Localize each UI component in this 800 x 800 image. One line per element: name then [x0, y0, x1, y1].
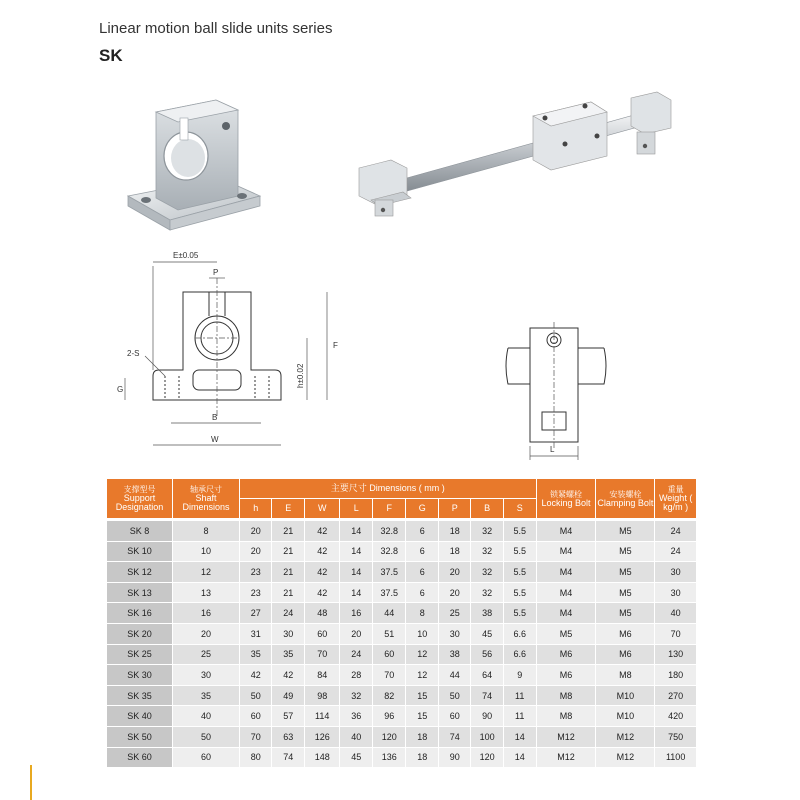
cell-l: 14 — [340, 541, 372, 562]
header-support-designation — [107, 479, 173, 519]
cell-clamping-bolt: M12 — [596, 747, 655, 768]
cell-s: 9 — [503, 665, 536, 686]
cell-shaft: 50 — [172, 726, 239, 747]
cell-e: 63 — [272, 726, 304, 747]
cell-h: 80 — [239, 747, 271, 768]
cell-clamping-bolt: M5 — [596, 541, 655, 562]
col-b: B — [471, 499, 503, 519]
cell-shaft: 35 — [172, 685, 239, 706]
cell-p: 25 — [438, 603, 470, 624]
cell-p: 20 — [438, 562, 470, 583]
dim-h-label: h±0.02 — [296, 363, 305, 388]
cell-p: 60 — [438, 706, 470, 727]
cell-weight: 180 — [655, 665, 697, 686]
dim-e-label: E±0.05 — [173, 251, 199, 260]
cell-designation: SK 40 — [107, 706, 173, 727]
cell-designation: SK 13 — [107, 582, 173, 603]
table-row — [107, 665, 697, 686]
cell-e: 21 — [272, 562, 304, 583]
cell-w: 126 — [304, 726, 340, 747]
cell-w: 42 — [304, 562, 340, 583]
cell-e: 21 — [272, 521, 304, 542]
cell-h: 35 — [239, 644, 271, 665]
cell-designation: SK 12 — [107, 562, 173, 583]
dimension-table — [106, 478, 697, 768]
linear-rail-assembly-photo — [345, 88, 675, 228]
cell-shaft: 16 — [172, 603, 239, 624]
cell-locking-bolt: M6 — [536, 644, 596, 665]
cell-w: 84 — [304, 665, 340, 686]
cell-f: 37.5 — [372, 582, 406, 603]
cell-s: 14 — [503, 726, 536, 747]
header-support-zh: 支撑型号 — [123, 485, 156, 494]
cell-e: 42 — [272, 665, 304, 686]
accent-bar — [30, 765, 32, 800]
cell-weight: 750 — [655, 726, 697, 747]
cell-l: 20 — [340, 623, 372, 644]
table-row — [107, 706, 697, 727]
cell-b: 74 — [471, 685, 503, 706]
cell-f: 70 — [372, 665, 406, 686]
cell-b: 56 — [471, 644, 503, 665]
col-l: L — [340, 499, 372, 519]
cell-weight: 270 — [655, 685, 697, 706]
cell-g: 6 — [406, 541, 438, 562]
cell-shaft: 40 — [172, 706, 239, 727]
header-shaft-en: Shaft Dimensions — [182, 493, 230, 512]
header-locking-en: Locking Bolt — [541, 497, 591, 508]
cell-h: 70 — [239, 726, 271, 747]
cell-locking-bolt: M12 — [536, 726, 596, 747]
header-shaft-dimensions — [172, 479, 239, 519]
cell-p: 30 — [438, 623, 470, 644]
cell-locking-bolt: M4 — [536, 582, 596, 603]
cell-b: 100 — [471, 726, 503, 747]
table-row — [107, 623, 697, 644]
cell-shaft: 25 — [172, 644, 239, 665]
cell-l: 24 — [340, 644, 372, 665]
col-g: G — [406, 499, 438, 519]
cell-e: 30 — [272, 623, 304, 644]
cell-b: 45 — [471, 623, 503, 644]
cell-locking-bolt: M12 — [536, 747, 596, 768]
cell-l: 14 — [340, 521, 372, 542]
cell-clamping-bolt: M5 — [596, 521, 655, 542]
cell-w: 60 — [304, 623, 340, 644]
cell-designation: SK 20 — [107, 623, 173, 644]
cell-p: 90 — [438, 747, 470, 768]
cell-l: 32 — [340, 685, 372, 706]
cell-p: 44 — [438, 665, 470, 686]
header-weight — [655, 479, 697, 519]
header-weight-zh: 重量 — [667, 485, 684, 494]
cell-shaft: 10 — [172, 541, 239, 562]
col-h: h — [239, 499, 271, 519]
cell-designation: SK 60 — [107, 747, 173, 768]
cell-b: 32 — [471, 521, 503, 542]
cell-p: 18 — [438, 541, 470, 562]
header-locking-zh: 锁紧螺栓 — [549, 489, 582, 499]
cell-e: 74 — [272, 747, 304, 768]
cell-clamping-bolt: M6 — [596, 623, 655, 644]
dim-b-label: B — [212, 413, 218, 422]
cell-locking-bolt: M4 — [536, 603, 596, 624]
cell-h: 42 — [239, 665, 271, 686]
table-row — [107, 541, 697, 562]
cell-g: 15 — [406, 706, 438, 727]
cell-shaft: 13 — [172, 582, 239, 603]
cell-w: 148 — [304, 747, 340, 768]
cell-locking-bolt: M4 — [536, 521, 596, 542]
cell-s: 11 — [503, 706, 536, 727]
cell-clamping-bolt: M10 — [596, 706, 655, 727]
cell-designation: SK 30 — [107, 665, 173, 686]
cell-w: 48 — [304, 603, 340, 624]
cell-h: 50 — [239, 685, 271, 706]
header-weight-en: Weight ( kg/m ) — [658, 493, 693, 512]
cell-g: 18 — [406, 747, 438, 768]
front-view-drawing — [105, 248, 355, 458]
dim-2s-label: 2-S — [127, 349, 140, 358]
cell-s: 5.5 — [503, 541, 536, 562]
cell-g: 6 — [406, 582, 438, 603]
cell-b: 38 — [471, 603, 503, 624]
cell-w: 114 — [304, 706, 340, 727]
table-row — [107, 726, 697, 747]
cell-designation: SK 50 — [107, 726, 173, 747]
cell-shaft: 8 — [172, 521, 239, 542]
dim-g-label: G — [117, 385, 124, 394]
cell-clamping-bolt: M5 — [596, 582, 655, 603]
cell-weight: 1100 — [655, 747, 697, 768]
cell-g: 6 — [406, 562, 438, 583]
cell-clamping-bolt: M5 — [596, 562, 655, 583]
cell-weight: 24 — [655, 521, 697, 542]
cell-p: 50 — [438, 685, 470, 706]
cell-l: 16 — [340, 603, 372, 624]
cell-designation: SK 35 — [107, 685, 173, 706]
cell-locking-bolt: M8 — [536, 706, 596, 727]
cell-g: 8 — [406, 603, 438, 624]
header-dimensions: 主要尺寸 Dimensions ( mm ) — [239, 479, 536, 499]
cell-weight: 130 — [655, 644, 697, 665]
cell-b: 64 — [471, 665, 503, 686]
cell-locking-bolt: M5 — [536, 623, 596, 644]
cell-f: 136 — [372, 747, 406, 768]
cell-f: 37.5 — [372, 562, 406, 583]
cell-h: 23 — [239, 582, 271, 603]
cell-f: 120 — [372, 726, 406, 747]
col-p: P — [438, 499, 470, 519]
cell-f: 32.8 — [372, 521, 406, 542]
cell-l: 45 — [340, 747, 372, 768]
cell-weight: 30 — [655, 582, 697, 603]
table-row — [107, 685, 697, 706]
table-row — [107, 603, 697, 624]
cell-f: 60 — [372, 644, 406, 665]
cell-shaft: 12 — [172, 562, 239, 583]
cell-l: 40 — [340, 726, 372, 747]
cell-clamping-bolt: M6 — [596, 644, 655, 665]
cell-g: 12 — [406, 644, 438, 665]
cell-h: 27 — [239, 603, 271, 624]
cell-e: 49 — [272, 685, 304, 706]
cell-designation: SK 25 — [107, 644, 173, 665]
cell-w: 70 — [304, 644, 340, 665]
cell-h: 20 — [239, 521, 271, 542]
cell-locking-bolt: M4 — [536, 562, 596, 583]
header-clamping-bolt — [596, 479, 655, 519]
cell-w: 98 — [304, 685, 340, 706]
cell-g: 12 — [406, 665, 438, 686]
table-row — [107, 521, 697, 542]
cell-clamping-bolt: M10 — [596, 685, 655, 706]
cell-l: 28 — [340, 665, 372, 686]
series-name: SK — [99, 46, 123, 65]
page-title: Linear motion ball slide units series — [99, 20, 333, 37]
cell-weight: 24 — [655, 541, 697, 562]
col-e: E — [272, 499, 304, 519]
cell-designation: SK 16 — [107, 603, 173, 624]
cell-b: 32 — [471, 541, 503, 562]
cell-w: 42 — [304, 521, 340, 542]
cell-s: 6.6 — [503, 644, 536, 665]
cell-w: 42 — [304, 582, 340, 603]
col-s: S — [503, 499, 536, 519]
cell-s: 11 — [503, 685, 536, 706]
side-view-drawing — [500, 318, 612, 466]
header-locking-bolt — [536, 479, 596, 519]
dim-f-label: F — [333, 341, 338, 350]
table-row — [107, 562, 697, 583]
dim-w-label: W — [211, 435, 219, 444]
cell-e: 35 — [272, 644, 304, 665]
header-clamping-zh: 安装螺栓 — [609, 489, 642, 499]
header-clamping-en: Clamping Bolt — [597, 497, 654, 508]
cell-g: 18 — [406, 726, 438, 747]
cell-h: 31 — [239, 623, 271, 644]
cell-h: 60 — [239, 706, 271, 727]
cell-locking-bolt: M6 — [536, 665, 596, 686]
cell-shaft: 20 — [172, 623, 239, 644]
cell-p: 18 — [438, 521, 470, 542]
table-row — [107, 582, 697, 603]
cell-s: 5.5 — [503, 562, 536, 583]
cell-l: 36 — [340, 706, 372, 727]
cell-l: 14 — [340, 562, 372, 583]
cell-g: 6 — [406, 521, 438, 542]
cell-weight: 70 — [655, 623, 697, 644]
table-row — [107, 747, 697, 768]
cell-f: 51 — [372, 623, 406, 644]
table-body — [107, 521, 697, 768]
cell-s: 5.5 — [503, 521, 536, 542]
cell-s: 5.5 — [503, 603, 536, 624]
cell-b: 32 — [471, 582, 503, 603]
header-support-en: Support Designation — [115, 493, 164, 512]
cell-shaft: 60 — [172, 747, 239, 768]
cell-clamping-bolt: M12 — [596, 726, 655, 747]
cell-p: 74 — [438, 726, 470, 747]
header-shaft-zh: 轴承尺寸 — [189, 485, 222, 494]
dim-p-label: P — [213, 268, 219, 277]
dim-l-label: L — [550, 445, 555, 454]
cell-e: 57 — [272, 706, 304, 727]
cell-e: 21 — [272, 582, 304, 603]
cell-b: 120 — [471, 747, 503, 768]
cell-f: 96 — [372, 706, 406, 727]
cell-weight: 420 — [655, 706, 697, 727]
col-f: F — [372, 499, 406, 519]
cell-p: 38 — [438, 644, 470, 665]
cell-designation: SK 8 — [107, 521, 173, 542]
cell-weight: 30 — [655, 562, 697, 583]
cell-g: 15 — [406, 685, 438, 706]
cell-designation: SK 10 — [107, 541, 173, 562]
cell-s: 6.6 — [503, 623, 536, 644]
cell-w: 42 — [304, 541, 340, 562]
cell-b: 90 — [471, 706, 503, 727]
cell-weight: 40 — [655, 603, 697, 624]
cell-e: 21 — [272, 541, 304, 562]
cell-f: 82 — [372, 685, 406, 706]
cell-b: 32 — [471, 562, 503, 583]
cell-s: 5.5 — [503, 582, 536, 603]
cell-locking-bolt: M4 — [536, 541, 596, 562]
shaft-support-photo — [120, 92, 270, 232]
cell-h: 23 — [239, 562, 271, 583]
cell-s: 14 — [503, 747, 536, 768]
cell-f: 44 — [372, 603, 406, 624]
cell-h: 20 — [239, 541, 271, 562]
cell-g: 10 — [406, 623, 438, 644]
cell-clamping-bolt: M8 — [596, 665, 655, 686]
cell-l: 14 — [340, 582, 372, 603]
cell-e: 24 — [272, 603, 304, 624]
cell-f: 32.8 — [372, 541, 406, 562]
cell-shaft: 30 — [172, 665, 239, 686]
table-row — [107, 644, 697, 665]
cell-clamping-bolt: M5 — [596, 603, 655, 624]
col-w: W — [304, 499, 340, 519]
cell-locking-bolt: M8 — [536, 685, 596, 706]
cell-p: 20 — [438, 582, 470, 603]
